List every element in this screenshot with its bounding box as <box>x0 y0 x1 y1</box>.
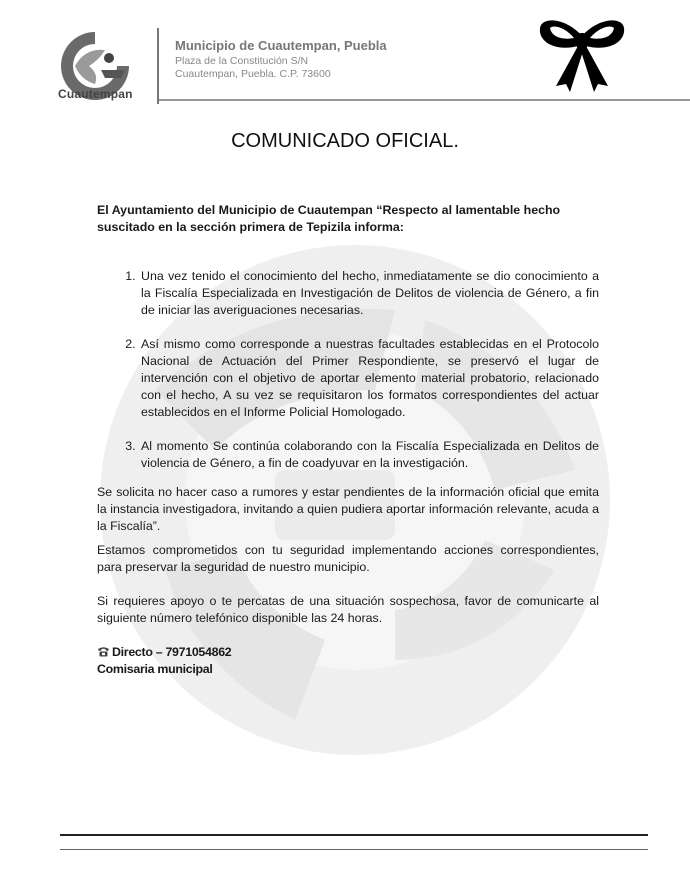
municipality-name: Municipio de Cuautempan, Puebla <box>175 38 387 53</box>
address-line-1: Plaza de la Constitución S/N <box>175 55 309 67</box>
list-item: 2. Así mismo como corresponde a nuestras facultades establecidas en el Protocolo Nacional de Actuación del Primer Respondiente, se preservó el lugar de intervención con el objetivo de aportar elemento material probatorio, relacionado con el hecho, A su vez se requisitaron los formatos correspondientes del actuar establecidos en el Informe Policial Homologado. <box>139 336 599 421</box>
telephone-icon <box>97 646 110 657</box>
paragraph-rumors: Se solicita no hacer caso a rumores y estar pendientes de la información oficial que emita la instancia investigadora, invitando a quien pudiera aportar información relevante, acuda a la Fiscalía”. <box>97 485 599 533</box>
header-divider-vertical <box>157 28 159 104</box>
header-divider-horizontal <box>159 99 690 101</box>
list-item: 1. Una vez tenido el conocimiento del hecho, inmediatamente se dio conocimiento a la Fiscalía Especializada en Investigación de Delitos de violencia de Género, a fin de iniciar las averiguaciones necesarias. <box>139 268 599 319</box>
mourning-ribbon-icon <box>536 14 628 92</box>
address-line-2: Cuautempan, Puebla. C.P. 73600 <box>175 68 331 80</box>
paragraph-commitment: Estamos comprometidos con tu seguridad implementando acciones correspondientes, para preservar la seguridad de nuestro municipio. <box>97 543 599 574</box>
intro-paragraph: El Ayuntamiento del Municipio de Cuautempan “Respecto al lamentable hecho suscitado en la sección primera de Tepizila informa: <box>97 203 561 234</box>
document-body <box>97 202 599 678</box>
phone-contact <box>97 644 599 661</box>
document-title: COMUNICADO OFICIAL. <box>231 130 459 152</box>
department-name: Comisaria municipal <box>97 662 213 676</box>
list-item: 3. Al momento Se continúa colaborando con la Fiscalía Especializada en Delitos de violencia de Género, a fin de coadyuvar en la investigación. <box>139 438 599 472</box>
letterhead <box>0 0 690 105</box>
numbered-list <box>97 268 599 472</box>
logo-text: Cuautempan <box>58 87 133 101</box>
footer-line-1 <box>60 834 648 836</box>
phone-number[interactable]: Directo – 7971054862 <box>112 645 232 659</box>
paragraph-support: Si requieres apoyo o te percatas de una situación sospechosa, favor de comunicarte al siguiente número telefónico disponible las 24 horas. <box>97 594 599 625</box>
footer-line-2 <box>60 849 648 850</box>
